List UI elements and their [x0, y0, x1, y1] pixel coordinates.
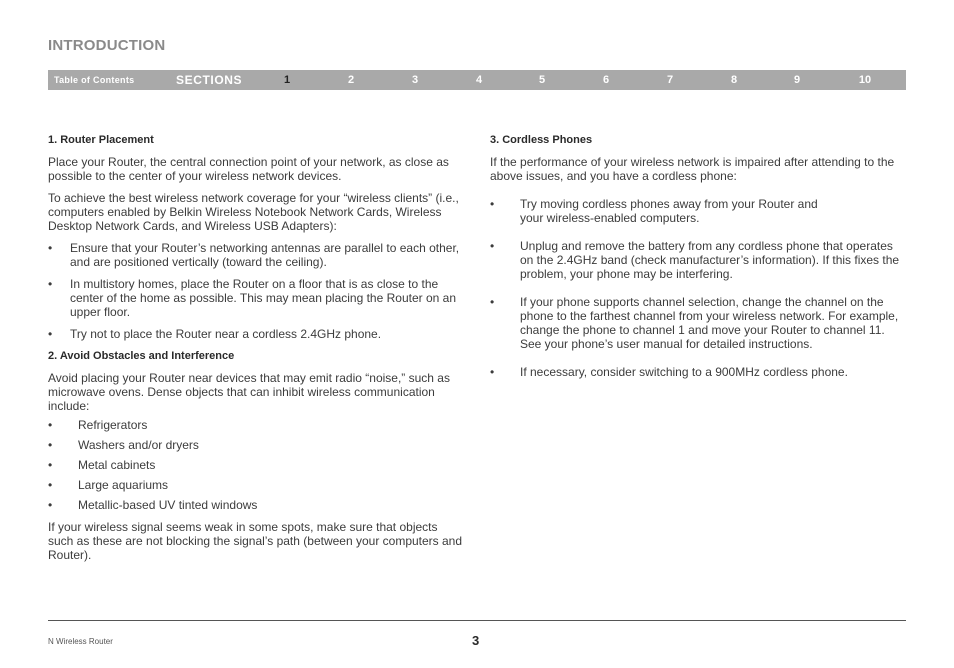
- list-item-text: If necessary, consider switching to a 900MHz cordless phone.: [520, 365, 848, 379]
- bullet-icon: •: [490, 197, 495, 211]
- list-item: [48, 241, 466, 269]
- list-item: [48, 478, 466, 492]
- list-item: [490, 295, 906, 351]
- list-item: [490, 365, 906, 379]
- list-item-text: Try not to place the Router near a cordless 2.4GHz phone.: [70, 327, 382, 341]
- section-link-3[interactable]: 3: [411, 74, 419, 86]
- section-nav-bar: [48, 70, 906, 90]
- bullet-icon: •: [48, 478, 53, 492]
- section-link-4[interactable]: 4: [475, 74, 483, 86]
- bullet-icon: •: [490, 239, 495, 253]
- paragraph: To achieve the best wireless network coverage for your “wireless clients” (i.e., computers enabled by Belkin Wireless Notebook Network Cards, Wireless Desktop Network Cards, and Wireless USB Adapters):: [48, 191, 459, 233]
- list-item-text: In multistory homes, place the Router on a floor that is as close to the center of the home as possible. This may mean placing the Router on an upper floor.: [70, 277, 456, 319]
- list-item-text: Unplug and remove the battery from any cordless phone that operates on the 2.4GHz band (check manufacturer’s information). If this fixes the problem, your phone may be interfering.: [520, 239, 900, 281]
- list-item-text: Washers and/or dryers: [78, 438, 199, 452]
- bullet-icon: •: [48, 327, 53, 341]
- section-heading-cordless-phones: 3. Cordless Phones: [490, 134, 593, 146]
- paragraph: If the performance of your wireless network is impaired after attending to the above issues, and you have a cordless phone:: [490, 155, 895, 183]
- list-item: [48, 498, 466, 512]
- section-heading-router-placement: 1. Router Placement: [48, 134, 154, 146]
- section-link-1[interactable]: 1: [283, 74, 291, 86]
- list-item: [490, 197, 906, 225]
- footer-product-name: N Wireless Router: [48, 637, 113, 646]
- list-item-text: Ensure that your Router’s networking antennas are parallel to each other, and are positioned vertically (toward the ceiling).: [70, 241, 460, 269]
- list-item-text: If your phone supports channel selection, change the channel on the phone to the farthest channel from your wireless network. For example, change the phone to channel 1 and move your Router to channel 11. See your phone’s user manual for detailed instructions.: [520, 295, 899, 351]
- section-link-8[interactable]: 8: [730, 74, 738, 86]
- paragraph: Place your Router, the central connection point of your network, as close as possible to the center of your wireless network devices.: [48, 155, 449, 183]
- section-link-9[interactable]: 9: [793, 74, 801, 86]
- bullet-icon: •: [48, 418, 53, 432]
- table-of-contents-link[interactable]: Table of Contents: [54, 75, 135, 85]
- page-title: INTRODUCTION: [48, 37, 166, 54]
- bullet-icon: •: [48, 498, 53, 512]
- page-number: 3: [472, 633, 480, 648]
- list-item: [48, 327, 466, 341]
- section-link-6[interactable]: 6: [602, 74, 610, 86]
- list-item-text: Refrigerators: [78, 418, 148, 432]
- list-item-text: Large aquariums: [78, 478, 169, 492]
- section-link-5[interactable]: 5: [538, 74, 546, 86]
- list-item: [48, 438, 466, 452]
- section-link-10[interactable]: 10: [858, 74, 872, 86]
- paragraph: If your wireless signal seems weak in some spots, make sure that objects such as these are not blocking the signal’s path (between your computers and Router).: [48, 520, 463, 562]
- bullet-icon: •: [48, 241, 53, 255]
- bullet-icon: •: [48, 277, 53, 291]
- section-link-7[interactable]: 7: [666, 74, 674, 86]
- list-item: [490, 239, 906, 281]
- list-item-text: Metallic-based UV tinted windows: [78, 498, 258, 512]
- right-column: [490, 133, 906, 379]
- list-item: [48, 277, 466, 319]
- bullet-icon: •: [48, 458, 53, 472]
- sections-label: SECTIONS: [176, 73, 243, 87]
- list-item-text: Try moving cordless phones away from your Router and your wireless-enabled computers.: [520, 197, 818, 225]
- list-item: [48, 458, 466, 472]
- bullet-icon: •: [490, 295, 495, 309]
- paragraph: Avoid placing your Router near devices that may emit radio “noise,” such as microwave ovens. Dense objects that can inhibit wireless communication include:: [48, 371, 450, 413]
- left-column: [48, 133, 466, 562]
- section-heading-avoid-obstacles: 2. Avoid Obstacles and Interference: [48, 350, 235, 362]
- list-item: [48, 418, 466, 432]
- bullet-icon: •: [48, 438, 53, 452]
- list-item-text: Metal cabinets: [78, 458, 156, 472]
- bullet-icon: •: [490, 365, 495, 379]
- footer-divider: [48, 620, 906, 621]
- section-link-2[interactable]: 2: [347, 74, 355, 86]
